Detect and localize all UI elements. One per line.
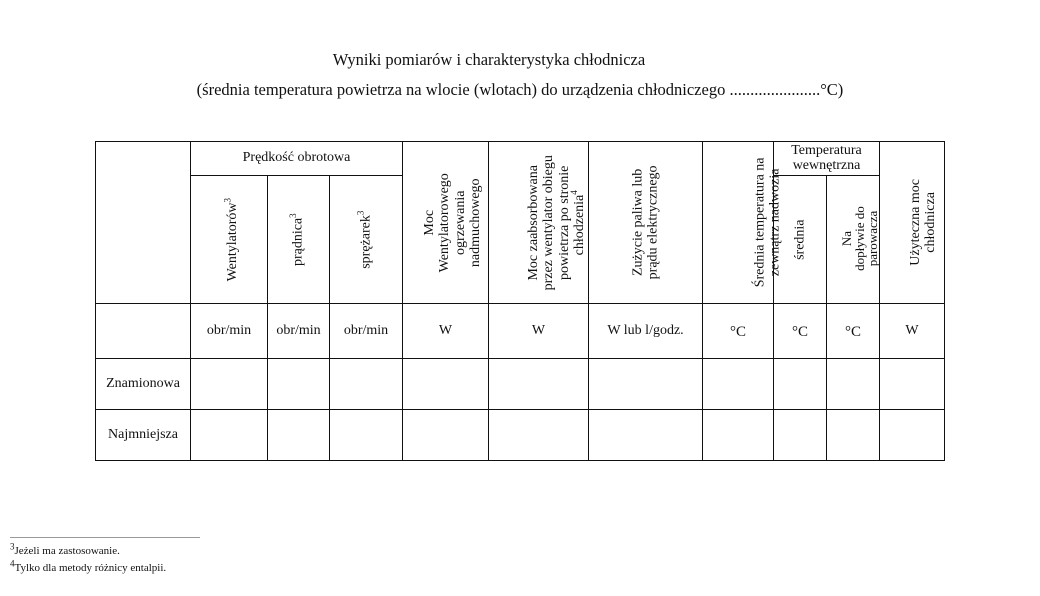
page-subtitle: (średnia temperatura powietrza na wlocie (wlotach) do urządzenia chłodniczego ......................°C)	[196, 80, 844, 99]
data-cell[interactable]	[489, 410, 589, 461]
data-cell[interactable]	[589, 359, 703, 410]
header-useful-power: Użyteczna moc chłodnicza	[880, 142, 945, 304]
unit-cell: °C	[827, 304, 880, 359]
row-label-rated: Znamionowa	[96, 359, 191, 410]
data-cell[interactable]	[268, 410, 330, 461]
page-title: Wyniki pomiarów i charakterystyka chłodnicza	[332, 50, 646, 69]
unit-cell: °C	[703, 304, 774, 359]
footnote-divider	[10, 537, 200, 538]
data-cell[interactable]	[774, 359, 827, 410]
header-external-temperature: Średnia temperatura na zewnątrz nadwozia	[703, 142, 774, 304]
data-cell[interactable]	[880, 359, 945, 410]
header-absorbed-power: Moc zaabsorbowana przez wentylator obiegu powietrza po stronie chłodzenia$^4$	[489, 142, 589, 304]
header-evaporator-inflow: Na dopływie do parowacza	[827, 176, 880, 304]
data-cell[interactable]	[403, 410, 489, 461]
data-cell[interactable]	[191, 359, 268, 410]
header-fans: Wentylatorów$^3$	[191, 176, 268, 304]
data-cell[interactable]	[268, 359, 330, 410]
data-cell[interactable]	[330, 410, 403, 461]
header-power-fan: Moc Wentylatorowego ogrzewania nadmuchowego	[403, 142, 489, 304]
table-row	[96, 410, 945, 461]
row-label-minimum: Najmniejsza	[96, 410, 191, 461]
unit-cell: °C	[774, 304, 827, 359]
data-cell[interactable]	[703, 359, 774, 410]
header-mean-temperature: średnia	[774, 176, 827, 304]
unit-cell: W	[489, 304, 589, 359]
data-cell[interactable]	[191, 410, 268, 461]
unit-cell: W	[880, 304, 945, 359]
header-fuel-consumption: Zużycie paliwa lub prądu elektrycznego	[589, 142, 703, 304]
data-cell[interactable]	[589, 410, 703, 461]
data-cell[interactable]	[330, 359, 403, 410]
unit-cell: obr/min	[268, 304, 330, 359]
header-internal-temperature-group: Temperatura wewnętrzna	[774, 142, 880, 176]
header-generator: prądnica$^3$	[268, 176, 330, 304]
unit-cell: W	[403, 304, 489, 359]
data-cell[interactable]	[827, 359, 880, 410]
header-empty-cell	[96, 142, 191, 304]
header-compressor: sprężarek$^3$	[330, 176, 403, 304]
data-cell[interactable]	[827, 410, 880, 461]
data-cell[interactable]	[774, 410, 827, 461]
results-table	[95, 141, 945, 461]
data-cell[interactable]	[880, 410, 945, 461]
data-cell[interactable]	[703, 410, 774, 461]
header-speed-group: Prędkość obrotowa	[191, 142, 403, 176]
footnote-3: $^3$Jeżeli ma zastosowanie.	[10, 541, 120, 557]
data-cell[interactable]	[489, 359, 589, 410]
footnote-4: $^4$Tylko dla metody różnicy entalpii.	[10, 558, 167, 574]
unit-cell: W lub l/godz.	[589, 304, 703, 359]
unit-cell: obr/min	[191, 304, 268, 359]
table-row	[96, 359, 945, 410]
data-cell[interactable]	[403, 359, 489, 410]
units-empty-cell	[96, 304, 191, 359]
unit-cell: obr/min	[330, 304, 403, 359]
